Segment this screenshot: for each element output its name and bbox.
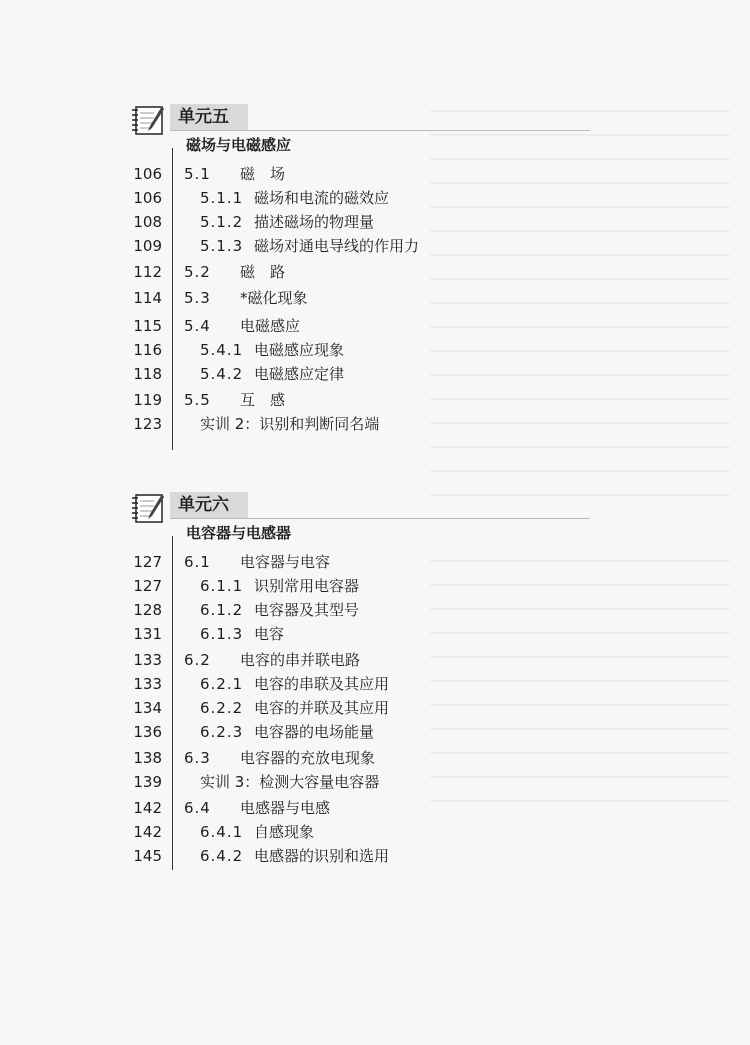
toc-entry[interactable]: [0, 672, 750, 696]
toc-entry-number: 6.2.2: [200, 699, 244, 717]
toc-entry-number: 5.4: [184, 317, 211, 335]
toc-entry-number: 6.4.1: [200, 823, 244, 841]
toc-page-number: 108: [133, 213, 162, 231]
toc-entry-title: 磁 场: [240, 165, 286, 183]
toc-entry-title: 磁场对通电导线的作用力: [254, 237, 420, 255]
toc-entry[interactable]: [0, 746, 750, 770]
toc-entry-title: 电容器与电容: [240, 553, 331, 571]
toc-entry[interactable]: [0, 314, 750, 338]
toc-entry-number: 5.4.1: [200, 341, 244, 359]
toc-page-number: 145: [133, 847, 162, 865]
toc-entry-title: 电容: [254, 625, 285, 643]
toc-entry[interactable]: [0, 186, 750, 210]
toc-entry-number: 6.2.3: [200, 723, 244, 741]
unit-header-rule: [170, 518, 590, 519]
toc-page-number: 131: [133, 625, 162, 643]
toc-entry[interactable]: [0, 550, 750, 574]
toc-entry-title: 电容的串并联电路: [240, 651, 361, 669]
notebook-pencil-icon: [130, 104, 168, 136]
toc-page-number: 127: [133, 553, 162, 571]
toc-entry-number: 5.3: [184, 289, 211, 307]
toc-entry[interactable]: [0, 720, 750, 744]
toc-subsection: [200, 234, 419, 258]
toc-subsection: [200, 770, 379, 794]
toc-entry-title: 电容器及其型号: [254, 601, 360, 619]
toc-page-number: 127: [133, 577, 162, 595]
toc-entry-number: 6.4: [184, 799, 211, 817]
toc-entry[interactable]: [0, 234, 750, 258]
toc-entry-number: 6.1.1: [200, 577, 244, 595]
toc-entry[interactable]: [0, 162, 750, 186]
toc-page-number: 106: [133, 189, 162, 207]
unit-subtitle: 磁场与电磁感应: [186, 136, 292, 154]
toc-entry[interactable]: [0, 388, 750, 412]
toc-entry[interactable]: [0, 820, 750, 844]
toc-section: [184, 260, 285, 284]
toc-entry[interactable]: [0, 362, 750, 386]
toc-section: [184, 796, 330, 820]
unit-subtitle: 电容器与电感器: [186, 524, 292, 542]
toc-entry[interactable]: [0, 622, 750, 646]
toc-entry-number: 6.2.1: [200, 675, 244, 693]
toc-page-number: 133: [133, 675, 162, 693]
toc-subsection: [200, 210, 374, 234]
toc-entry-title: 电磁感应定律: [254, 365, 345, 383]
toc-entry-title: 实训 3：检测大容量电容器: [200, 773, 380, 791]
toc-subsection: [200, 338, 344, 362]
toc-entry[interactable]: [0, 412, 750, 436]
toc-section: [184, 286, 308, 310]
toc-page-number: 142: [133, 799, 162, 817]
toc-page-number: 112: [133, 263, 162, 281]
toc-subsection: [200, 598, 359, 622]
toc-subsection: [200, 186, 389, 210]
toc-entry-number: 5.2: [184, 263, 211, 281]
unit-header: [130, 104, 590, 136]
toc-entry-title: 电感器与电感: [240, 799, 331, 817]
notebook-pencil-icon: [130, 492, 168, 524]
toc-entry-number: 6.2: [184, 651, 211, 669]
toc-entry-number: 5.4.2: [200, 365, 244, 383]
toc-entry[interactable]: [0, 648, 750, 672]
toc-entry-number: 5.1: [184, 165, 211, 183]
toc-entry[interactable]: [0, 338, 750, 362]
toc-entry-title: 电容器的电场能量: [254, 723, 375, 741]
unit-title: 单元五: [170, 104, 248, 130]
toc-section: [184, 746, 375, 770]
toc-subsection: [200, 412, 379, 436]
unit-header: [130, 492, 590, 524]
toc-subsection: [200, 622, 284, 646]
toc-entry-title: 电容器的充放电现象: [240, 749, 376, 767]
toc-entry-title: 互 感: [240, 391, 286, 409]
toc-entry-title: 描述磁场的物理量: [254, 213, 375, 231]
toc-page-number: 116: [133, 341, 162, 359]
toc-page-number: 134: [133, 699, 162, 717]
toc-page-number: 139: [133, 773, 162, 791]
toc-entry-title: 电感器的识别和选用: [254, 847, 390, 865]
toc-entry-title: 电容的并联及其应用: [254, 699, 390, 717]
toc-entry-number: 6.1.2: [200, 601, 244, 619]
toc-page-number: 128: [133, 601, 162, 619]
toc-subsection: [200, 820, 314, 844]
toc-page-number: 119: [133, 391, 162, 409]
toc-page-number: 123: [133, 415, 162, 433]
toc-section: [184, 162, 285, 186]
toc-page-number: 133: [133, 651, 162, 669]
toc-entry-title: 磁 路: [240, 263, 286, 281]
toc-entry-title: 电磁感应现象: [254, 341, 345, 359]
toc-page-number: 115: [133, 317, 162, 335]
toc-section: [184, 314, 300, 338]
toc-page-number: 118: [133, 365, 162, 383]
toc-section: [184, 550, 330, 574]
toc-entry[interactable]: [0, 598, 750, 622]
toc-entry-number: 5.1.3: [200, 237, 244, 255]
toc-section: [184, 388, 285, 412]
toc-subsection: [200, 844, 389, 868]
toc-entry[interactable]: [0, 286, 750, 310]
toc-entry-number: 5.1.2: [200, 213, 244, 231]
toc-entry-title: 识别常用电容器: [254, 577, 360, 595]
toc-page-number: 142: [133, 823, 162, 841]
toc-entry-number: 6.3: [184, 749, 211, 767]
toc-subsection: [200, 362, 344, 386]
toc-entry[interactable]: [0, 210, 750, 234]
toc-entry-title: *磁化现象: [240, 289, 308, 307]
toc-subsection: [200, 696, 389, 720]
toc-subsection: [200, 672, 389, 696]
toc-entry-number: 6.1: [184, 553, 211, 571]
toc-page-number: 136: [133, 723, 162, 741]
toc-entry-title: 电容的串联及其应用: [254, 675, 390, 693]
unit-header-rule: [170, 130, 590, 131]
unit-title: 单元六: [170, 492, 248, 518]
toc-entry-number: 5.5: [184, 391, 211, 409]
toc-entry-number: 5.1.1: [200, 189, 244, 207]
toc-subsection: [200, 574, 359, 598]
toc-entry-title: 磁场和电流的磁效应: [254, 189, 390, 207]
toc-page-number: 114: [133, 289, 162, 307]
toc-entry[interactable]: [0, 574, 750, 598]
toc-entry-title: 电磁感应: [240, 317, 301, 335]
toc-page-number: 106: [133, 165, 162, 183]
toc-page-number: 138: [133, 749, 162, 767]
toc-entry[interactable]: [0, 770, 750, 794]
toc-section: [184, 648, 360, 672]
toc-subsection: [200, 720, 374, 744]
toc-entry-number: 6.4.2: [200, 847, 244, 865]
toc-entry-number: 6.1.3: [200, 625, 244, 643]
toc-entry[interactable]: [0, 844, 750, 868]
toc-entry[interactable]: [0, 696, 750, 720]
toc-entry-title: 自感现象: [254, 823, 315, 841]
toc-entry-title: 实训 2：识别和判断同名端: [200, 415, 380, 433]
toc-page-number: 109: [133, 237, 162, 255]
toc-entry[interactable]: [0, 796, 750, 820]
toc-entry[interactable]: [0, 260, 750, 284]
